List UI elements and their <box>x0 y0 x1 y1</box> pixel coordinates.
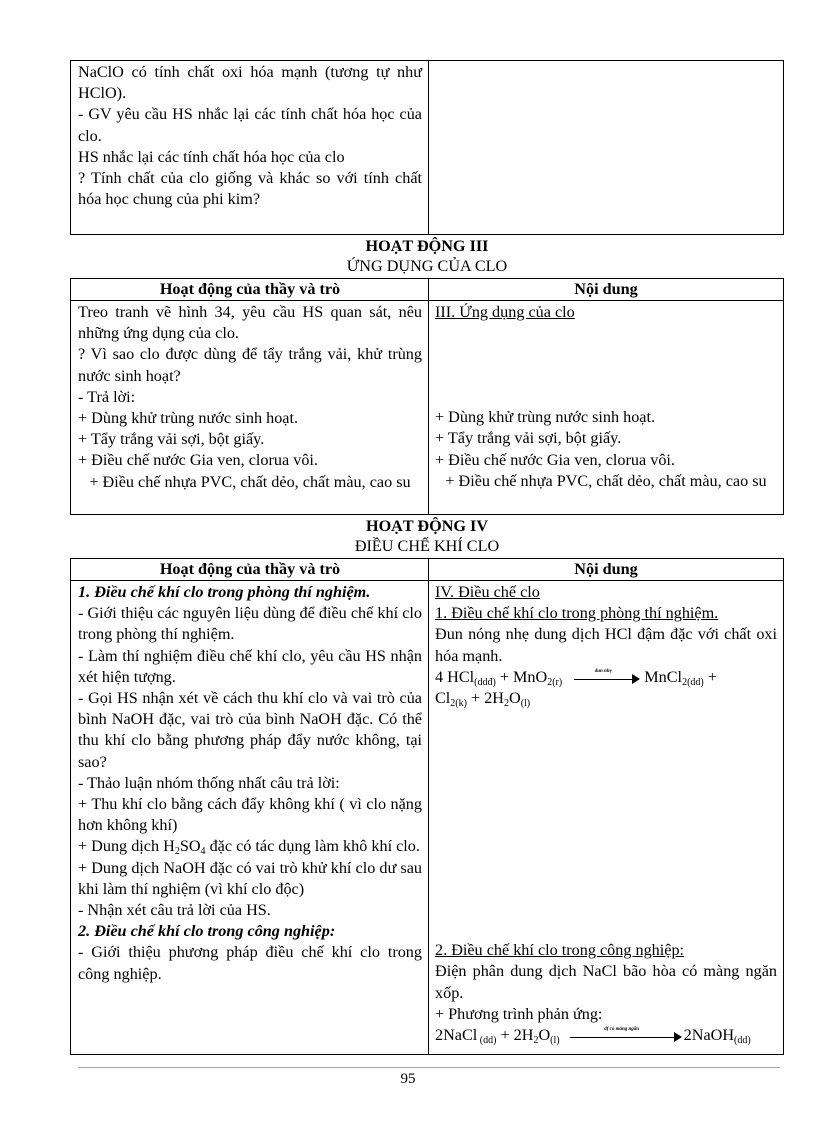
text-line: + Điều chế nhựa PVC, chất dẻo, chất màu, cao su <box>89 472 411 491</box>
text-line: + Tẩy trắng vải sợi, bột giấy. <box>78 430 265 449</box>
header-left: Hoạt động của thầy và trò <box>71 559 429 581</box>
section3-title: HOẠT ĐỘNG III <box>365 237 489 255</box>
text-line: Đun nóng nhẹ dung dịch HCl đậm đặc với chất oxi hóa mạnh. <box>435 625 777 665</box>
text-line: HS nhắc lại các tính chất hóa học của clo <box>78 147 345 166</box>
equation-industry: 2NaCl $_{(dd)} + 2H_2O_{(l)}$ đf có màng ngăn 2NaOH$_{(dd)}$ <box>435 1026 751 1047</box>
section3-subtitle: ỨNG DỤNG CỦA CLO <box>346 257 508 275</box>
text-line: - Làm thí nghiệm điều chế khí clo, yêu cầu HS nhận xét hiện tượng. <box>78 646 422 686</box>
text-line: + Dùng khử trùng nước sinh hoạt. <box>435 408 656 427</box>
text-line: - Giới thiệu phương pháp điều chế khí clo trong công nghiệp. <box>78 943 422 983</box>
section4-right-cell <box>429 581 783 1055</box>
section3-table <box>70 278 784 515</box>
continuation-left-cell <box>71 61 429 234</box>
text-line: Điện phân dung dịch NaCl bão hòa có màng ngăn xốp. <box>435 962 777 1002</box>
text-line: - Nhận xét câu trả lời của HS. <box>78 901 271 920</box>
text-line: - Trả lời: <box>78 387 136 406</box>
footer-divider <box>78 1067 780 1068</box>
section3-left-cell <box>71 301 429 515</box>
section4-heading <box>70 516 784 556</box>
text-line: + Dung dịch NaOH đặc có vai trò khử khí clo dư sau khi làm thí nghiệm (vì khí clo độc) <box>78 858 422 898</box>
text-line: ? Tính chất của clo giống và khác so với tính chất hóa học chung của phi kim? <box>78 169 422 209</box>
lab-heading: 1. Điều chế khí clo trong phòng thí nghiệm. <box>78 583 371 601</box>
header-right: Nội dung <box>429 279 783 301</box>
industry-subtitle: 2. Điều chế khí clo trong công nghiệp: <box>435 941 685 960</box>
text-line: + Tẩy trắng vải sợi, bột giấy. <box>435 429 622 448</box>
reaction-arrow-icon: đf có màng ngăn <box>570 1030 682 1042</box>
header-right: Nội dung <box>429 559 783 581</box>
section4-title: HOẠT ĐỘNG IV <box>365 517 489 535</box>
section4-left-cell <box>71 581 429 1055</box>
text-line: + Điều chế nước Gia ven, clorua vôi. <box>435 450 675 469</box>
section4-subtitle: ĐIỀU CHẾ KHÍ CLO <box>354 537 500 555</box>
reaction-arrow-icon: đun nhẹ <box>574 672 640 684</box>
text-line: - Thảo luận nhóm thống nhất câu trả lời: <box>78 773 340 792</box>
text-line: - GV yêu cầu HS nhắc lại các tính chất hóa học của clo. <box>78 105 422 145</box>
text-line: Treo tranh vẽ hình 34, yêu cầu HS quan sát, nêu những ứng dụng của clo. <box>78 303 422 343</box>
continuation-right-cell <box>429 61 783 234</box>
section3-right-cell <box>429 301 783 515</box>
text-line: ? Vì sao clo được dùng để tẩy trắng vải, khử trùng nước sinh hoạt? <box>78 345 422 385</box>
text-line: + Điều chế nhựa PVC, chất dẻo, chất màu, cao su <box>445 471 767 490</box>
section3-header-row <box>71 279 783 301</box>
industry-heading: 2. Điều chế khí clo trong công nghiệp: <box>78 922 336 941</box>
text-line: - Giới thiệu các nguyên liệu dùng để điều chế khí clo trong phòng thí nghiệm. <box>78 604 422 644</box>
header-left: Hoạt động của thầy và trò <box>71 279 429 301</box>
equation-lab: 4 HCl$_{(ddđ)}$ + MnO$_{2(r)}$ đun nhẹ MnCl$_{2(dd)}$ + <box>435 667 717 688</box>
section4-header-row <box>71 559 783 581</box>
section3-heading <box>70 236 784 276</box>
text-line: - Gọi HS nhận xét về cách thu khí clo và vai trò của bình NaOH đặc, vai trò của bình NaOH đặc. Có thể thu khí clo bằng phương pháp đẩy nước không, tại sao? <box>78 689 422 771</box>
page-number: 95 <box>400 1071 416 1087</box>
text-line: + Điều chế nước Gia ven, clorua vôi. <box>78 451 318 470</box>
text-line: + Phương trình phản ứng: <box>435 1004 603 1023</box>
lab-subtitle: 1. Điều chế khí clo trong phòng thí nghiệm. <box>435 604 719 623</box>
section4-right-title: IV. Điều chế clo <box>435 583 540 601</box>
text-line: NaClO có tính chất oxi hóa mạnh (tương tự như HClO). <box>78 63 422 103</box>
text-line: + Dùng khử trùng nước sinh hoạt. <box>78 409 299 428</box>
continuation-table <box>70 60 784 235</box>
section3-right-title: III. Ứng dụng của clo <box>435 303 575 321</box>
section4-table <box>70 558 784 1055</box>
h2so4-line: + Dung dịch $H_2SO_4$ đặc có tác dụng làm khô khí clo. <box>78 837 420 858</box>
equation-lab-cont: $Cl_{2(k)} + 2H_2O_{(l)}$ <box>435 689 531 710</box>
text-line: + Thu khí clo bằng cách đẩy không khí ( vì clo nặng hơn không khí) <box>78 795 422 835</box>
